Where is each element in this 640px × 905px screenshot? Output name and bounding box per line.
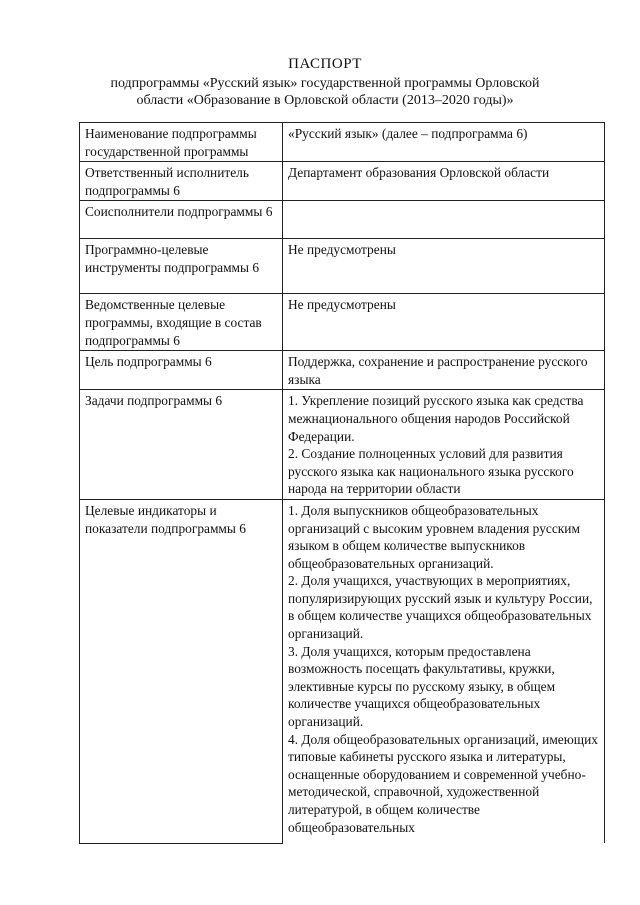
row-value-paragraph: Поддержка, сохранение и распространение русского языка xyxy=(288,354,588,387)
row-value-paragraph: 1. Укрепление позиций русского языка как средства межнационального общения народов Российской Федерации. xyxy=(288,393,584,444)
row-value-paragraph: 1. Доля выпускников общеобразовательных организаций с высоким уровнем владения русским языком в общем количестве выпускников общеобразовательных организаций. xyxy=(288,502,580,571)
row-value-paragraph: 3. Доля учащихся, которым предоставлена возможность посещать факультативы, кружки, элективные курсы по русскому языку, в общем количестве учащихся общеобразовательных организаций. xyxy=(288,643,556,730)
row-label: Программно-целевые инструменты подпрограммы 6 xyxy=(80,239,283,294)
row-value xyxy=(283,162,605,201)
table-row xyxy=(80,239,605,294)
row-label: Цель подпрограммы 6 xyxy=(80,351,283,390)
document-subtitle-line-2: области «Образование в Орловской области (2013–2020 годы)» xyxy=(136,93,514,108)
row-label: Ведомственные целевые программы, входящие в состав подпрограммы 6 xyxy=(80,294,283,351)
table-row xyxy=(80,123,605,162)
row-value-paragraph: Не предусмотрены xyxy=(288,297,396,313)
document-subtitle-line-1: подпрограммы «Русский язык» государственной программы Орловской xyxy=(110,76,540,91)
row-label: Ответственный исполнитель подпрограммы 6 xyxy=(80,162,283,201)
row-value-paragraph: «Русский язык» (далее – подпрограмма 6) xyxy=(288,126,528,141)
row-value-paragraph: Департамент образования Орловской области xyxy=(288,165,550,181)
row-label: Задачи подпрограммы 6 xyxy=(80,390,283,500)
row-value-empty xyxy=(283,201,605,239)
table-row xyxy=(80,499,605,843)
table-row xyxy=(80,351,605,390)
row-label: Целевые индикаторы и показатели подпрограммы 6 xyxy=(80,499,283,843)
table-row xyxy=(80,201,605,239)
row-value-paragraph: 2. Создание полноценных условий для развития русского языка как национального языка русского народа на территории области xyxy=(288,446,574,497)
passport-table xyxy=(79,122,605,844)
row-value-paragraph: 4. Доля общеобразовательных организаций, имеющих типовые кабинеты русского языка и литературы, оснащенные оборудованием и современной учебно-методической, справочной, художественной литературой, в общем количестве общеобразовательных xyxy=(288,731,598,835)
document-header xyxy=(60,56,590,109)
row-value xyxy=(283,123,605,162)
row-value xyxy=(283,390,605,500)
row-value xyxy=(283,499,605,843)
row-value-paragraph: 2. Доля учащихся, участвующих в мероприятиях, популяризирующих русский язык и культуру России, в общем количестве учащихся общеобразовательных организаций. xyxy=(288,573,593,642)
row-label: Наименование подпрограммы государственной программы xyxy=(80,123,283,162)
row-value xyxy=(283,351,605,390)
row-label: Соисполнители подпрограммы 6 xyxy=(80,201,283,239)
row-value-paragraph: Не предусмотрены xyxy=(288,242,396,258)
table-row xyxy=(80,294,605,351)
table-row xyxy=(80,390,605,500)
document-title: ПАСПОРТ xyxy=(288,56,362,72)
row-value xyxy=(283,294,605,351)
table-row xyxy=(80,162,605,201)
row-value xyxy=(283,239,605,294)
